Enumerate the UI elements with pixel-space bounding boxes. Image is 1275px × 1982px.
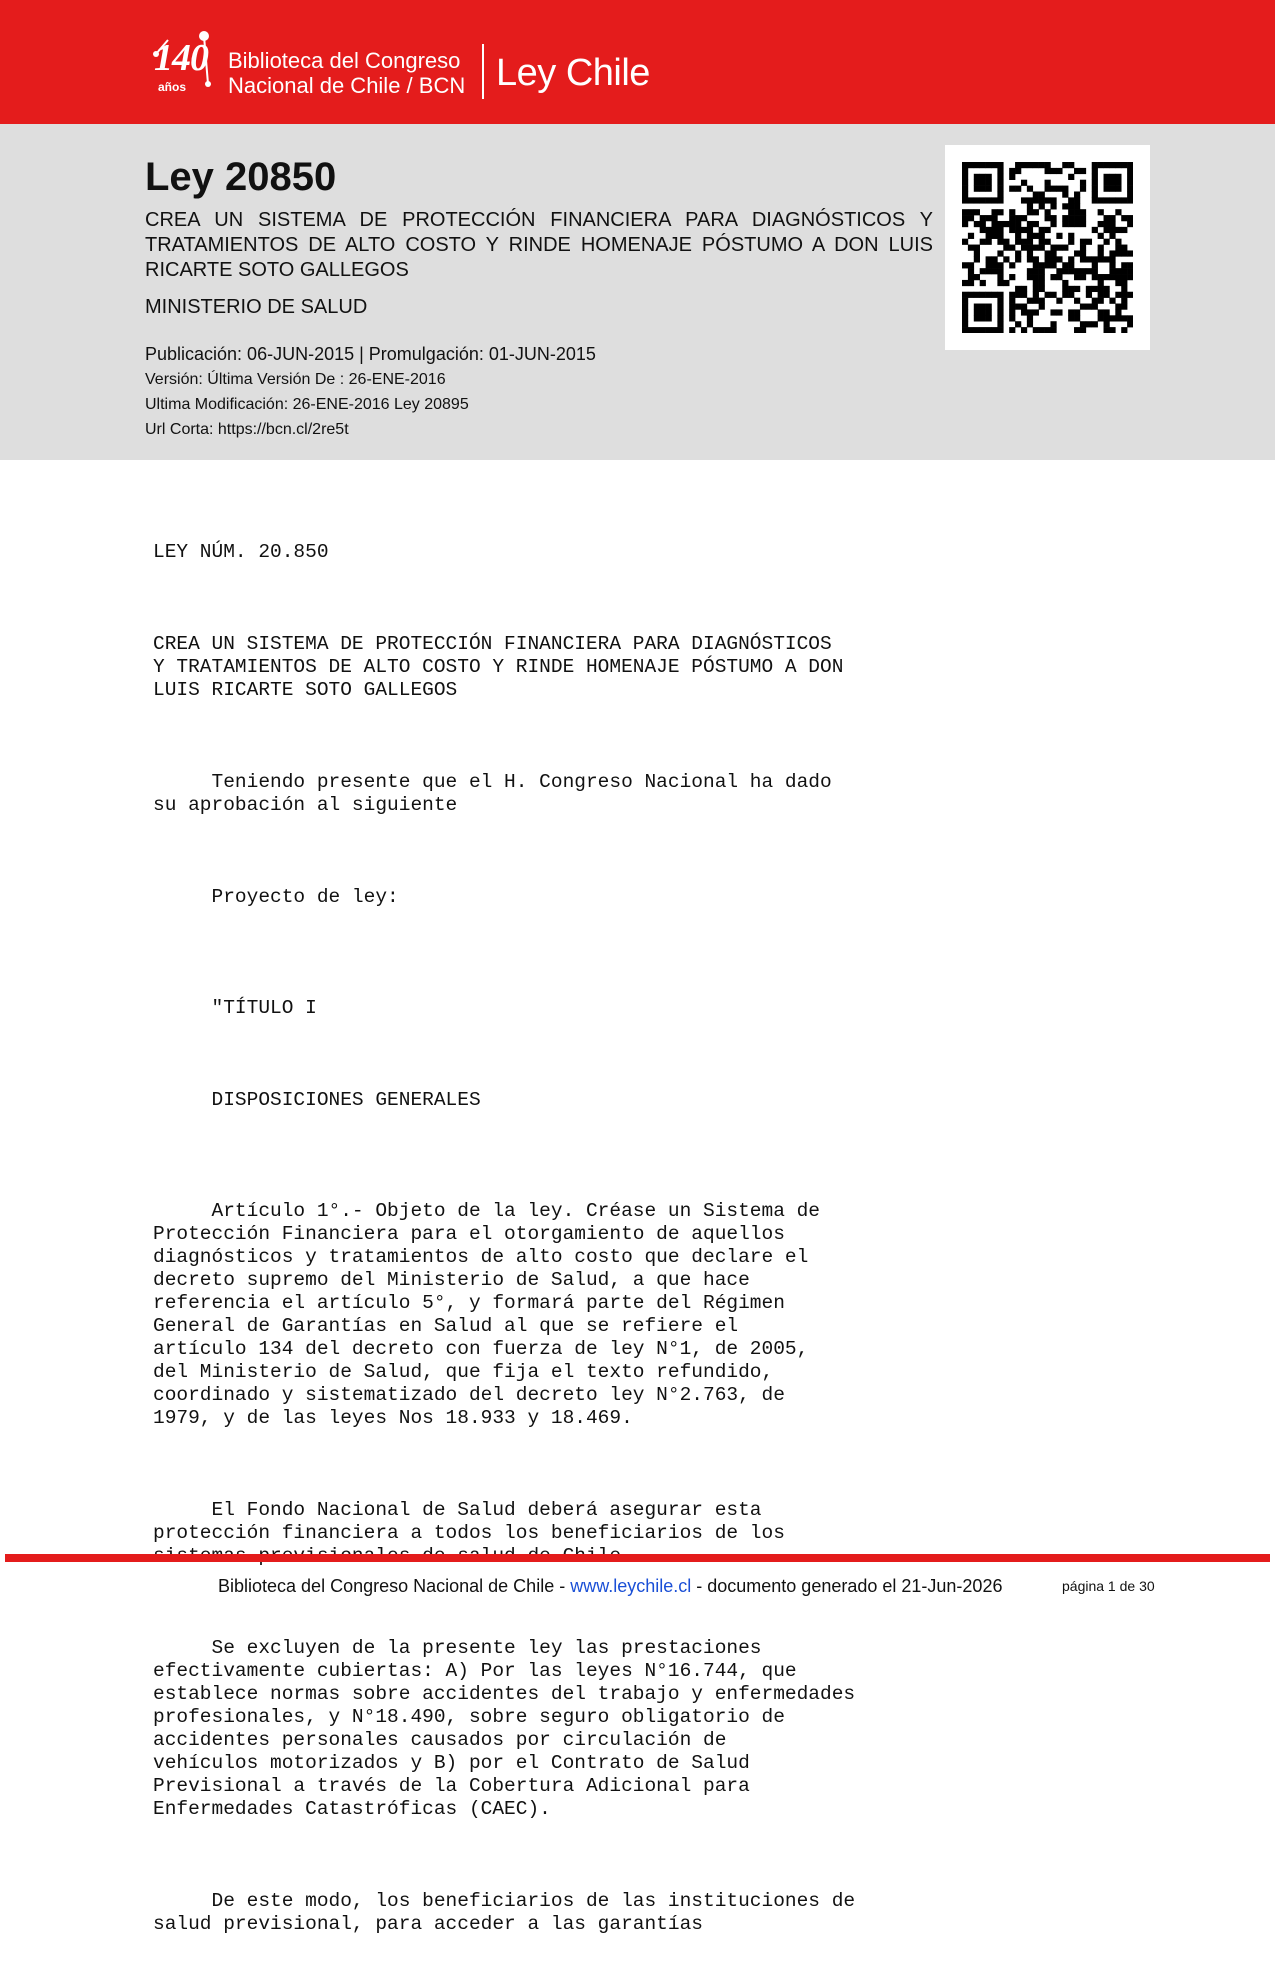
logo-divider	[482, 44, 484, 99]
qr-code-icon[interactable]	[945, 145, 1150, 350]
publication-dates: Publicación: 06-JUN-2015 | Promulgación: 01-JUN-2015	[145, 344, 596, 364]
qr-code-graphic	[962, 162, 1133, 333]
paragraph-exclusions: Se excluyen de la presente ley las prestaciones efectivamente cubiertas: A) Por las leyes N°16.744, que establece normas sobre accidentes del trabajo y enfermedades profesionales, y N°18.490, sobre seguro obligatorio de accidentes personales causados por circulación de vehículos motorizados y B) por el Contrato de Salud Previsional a través de la Cobertura Adicional para Enfermedades Catastróficas (CAEC).	[153, 1637, 856, 1820]
law-number: LEY NÚM. 20.850	[153, 541, 329, 563]
bill-label: Proyecto de ley:	[153, 886, 399, 908]
article-1: Artículo 1°.- Objeto de la ley. Créase un Sistema de Protección Financiera para el otorgamiento de aquellos diagnósticos y tratamientos de alto costo que declare el decreto supremo del Ministerio de Salud, a que hace referencia el artículo 5°, y formará parte del Régimen General de Garantías en Salud al que se refiere el artículo 134 del decreto con fuerza de ley N°1, de 2005, del Ministerio de Salud, que fija el texto refundido, coordinado y sistematizado del decreto ley N°2.763, de 1979, y de las leyes Nos 18.933 y 18.469.	[153, 1200, 821, 1429]
footer-text	[218, 1576, 1002, 1597]
law-heading: CREA UN SISTEMA DE PROTECCIÓN FINANCIERA PARA DIAGNÓSTICOS Y TRATAMIENTOS DE ALTO COSTO Y RINDE HOMENAJE PÓSTUMO A DON LUIS RICARTE SOTO GALLEGOS	[153, 633, 844, 701]
logo-sub: años	[158, 80, 187, 94]
page-number: página 1 de 30	[1062, 1578, 1155, 1594]
footer-link[interactable]: www.leychile.cl	[570, 1576, 692, 1596]
footer-rule	[5, 1554, 1270, 1562]
anniversary-badge-icon	[148, 22, 220, 102]
footer-prefix: Biblioteca del Congreso Nacional de Chile -	[218, 1576, 571, 1596]
law-subtitle: CREA UN SISTEMA DE PROTECCIÓN FINANCIERA PARA DIAGNÓSTICOS Y TRATAMIENTOS DE ALTO COSTO Y RINDE HOMENAJE PÓSTUMO A DON LUIS RICARTE SOTO GALLEGOS	[145, 209, 933, 281]
section-heading: DISPOSICIONES GENERALES	[153, 1089, 481, 1111]
logo-text-line1: Biblioteca del Congreso	[228, 48, 461, 73]
ministry: MINISTERIO DE SALUD	[145, 296, 368, 318]
short-url[interactable]: Url Corta: https://bcn.cl/2re5t	[145, 421, 349, 438]
law-title: Ley 20850	[145, 155, 337, 199]
version-info: Versión: Última Versión De : 26-ENE-2016	[145, 371, 446, 388]
logo-text-line2: Nacional de Chile / BCN	[228, 73, 466, 98]
ley-chile-brand: Ley Chile	[496, 52, 650, 94]
header-band	[0, 0, 1275, 124]
last-modification: Ultima Modificación: 26-ENE-2016 Ley 20895	[145, 396, 469, 413]
paragraph-beneficiaries: De este modo, los beneficiarios de las instituciones de salud previsional, para acceder a las garantías	[153, 1890, 856, 1935]
paragraph-fonasa: El Fondo Nacional de Salud deberá asegurar esta protección financiera a todos los beneficiarios de los	[153, 1499, 785, 1544]
logo-text	[228, 48, 478, 98]
logo-number: 140	[154, 37, 208, 79]
preamble: Teniendo presente que el H. Congreso Nacional ha dado su aprobación al siguiente	[153, 771, 832, 816]
footer-suffix: - documento generado el 21-Jun-2026	[691, 1576, 1003, 1596]
document-body	[153, 495, 933, 1982]
title-heading: "TÍTULO I	[153, 997, 317, 1019]
